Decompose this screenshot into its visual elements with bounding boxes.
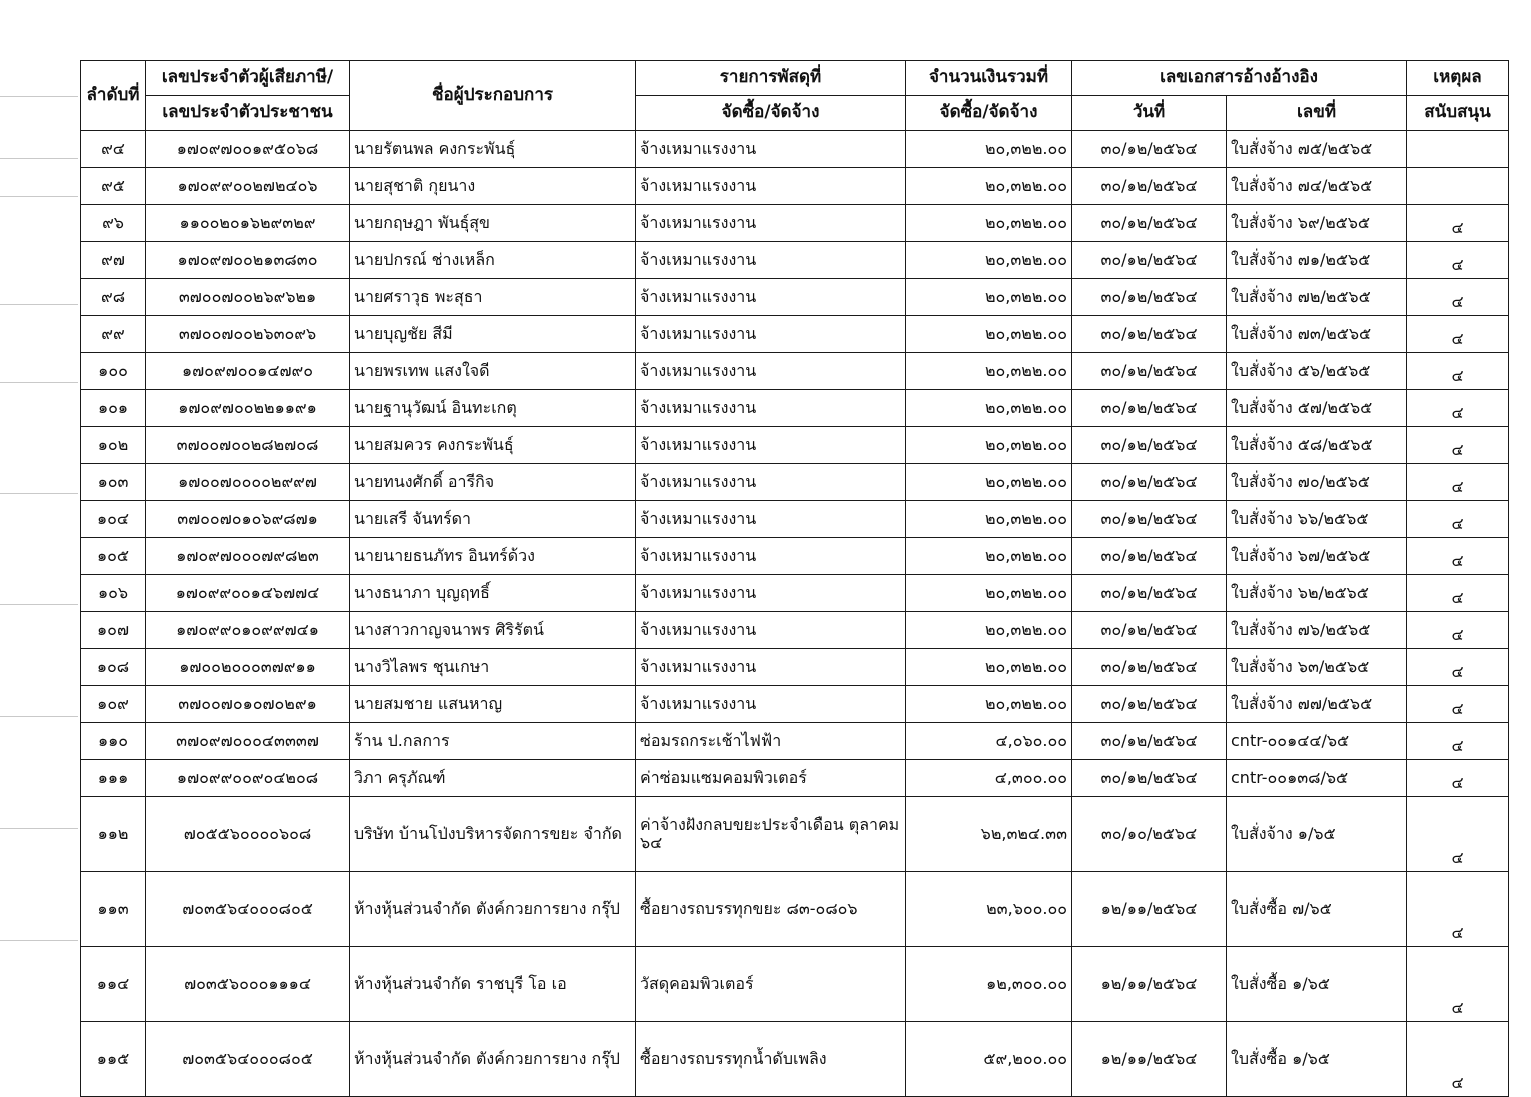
header-row-2 xyxy=(81,96,1509,131)
table-row xyxy=(81,279,1509,316)
cell-tax-id: ๑๗๐๙๗๐๐๑๔๗๙๐ xyxy=(146,353,350,390)
cell-seq: ๑๐๒ xyxy=(81,427,146,464)
cell-tax-id: ๓๗๐๙๗๐๐๐๔๓๓๓๗ xyxy=(146,723,350,760)
cell-ref-no: ใบสั่งซื้อ ๑/๖๕ xyxy=(1227,947,1407,1022)
cell-amount: ๖๒,๓๒๔.๓๓ xyxy=(906,797,1072,872)
cell-ref-no: ใบสั่งจ้าง ๖๗/๒๕๖๕ xyxy=(1227,538,1407,575)
cell-vendor: นายสมชาย แสนหาญ xyxy=(350,686,636,723)
cell-reason: ๔ xyxy=(1407,353,1509,390)
cell-item: จ้างเหมาแรงงาน xyxy=(636,501,906,538)
cell-tax-id: ๓๗๐๐๗๐๑๐๗๐๒๙๑ xyxy=(146,686,350,723)
cell-vendor: นายเสรี จันทร์ดา xyxy=(350,501,636,538)
cell-item: ซื้อยางรถบรรทุกขยะ ๘๓-๐๘๐๖ xyxy=(636,872,906,947)
cell-seq: ๑๐๖ xyxy=(81,575,146,612)
cell-reason: ๔ xyxy=(1407,872,1509,947)
cell-item: ค่าซ่อมแซมคอมพิวเตอร์ xyxy=(636,760,906,797)
cell-reason: ๔ xyxy=(1407,501,1509,538)
cell-ref-date: ๓๐/๑๒/๒๕๖๔ xyxy=(1072,168,1227,205)
cell-vendor: นายทนงศักดิ์ อารีกิจ xyxy=(350,464,636,501)
table-row xyxy=(81,1022,1509,1097)
cell-reason: ๔ xyxy=(1407,316,1509,353)
cell-ref-date: ๓๐/๑๒/๒๕๖๔ xyxy=(1072,464,1227,501)
header-vendor: ชื่อผู้ประกอบการ xyxy=(350,61,636,131)
cell-amount: ๕๙,๒๐๐.๐๐ xyxy=(906,1022,1072,1097)
cell-amount: ๒๐,๓๒๒.๐๐ xyxy=(906,353,1072,390)
cell-tax-id: ๑๗๐๙๙๐๐๙๐๔๒๐๘ xyxy=(146,760,350,797)
cell-seq: ๙๘ xyxy=(81,279,146,316)
cell-seq: ๑๐๙ xyxy=(81,686,146,723)
cell-tax-id: ๑๗๐๙๙๐๑๐๙๙๗๔๑ xyxy=(146,612,350,649)
header-seq: ลำดับที่ xyxy=(81,61,146,131)
cell-reason: ๔ xyxy=(1407,390,1509,427)
cell-amount: ๒๐,๓๒๒.๐๐ xyxy=(906,427,1072,464)
cell-reason: ๔ xyxy=(1407,242,1509,279)
cell-reason: ๔ xyxy=(1407,649,1509,686)
cell-ref-date: ๓๐/๑๒/๒๕๖๔ xyxy=(1072,760,1227,797)
cell-item: ซื้อยางรถบรรทุกน้ำดับเพลิง xyxy=(636,1022,906,1097)
cell-item: วัสดุคอมพิวเตอร์ xyxy=(636,947,906,1022)
table-row xyxy=(81,390,1509,427)
cell-vendor: ห้างหุ้นส่วนจำกัด ตังค์กวยการยาง กรุ๊ป xyxy=(350,872,636,947)
cell-vendor: นางสาวกาญจนาพร ศิริรัตน์ xyxy=(350,612,636,649)
cell-item: จ้างเหมาแรงงาน xyxy=(636,649,906,686)
cell-seq: ๑๐๗ xyxy=(81,612,146,649)
cell-vendor: นายปกรณ์ ช่างเหล็ก xyxy=(350,242,636,279)
cell-ref-date: ๓๐/๑๒/๒๕๖๔ xyxy=(1072,686,1227,723)
procurement-sheet xyxy=(80,60,1508,1097)
cell-ref-no: ใบสั่งจ้าง ๗๔/๒๕๖๕ xyxy=(1227,168,1407,205)
cell-tax-id: ๗๐๓๕๖๐๐๐๑๑๑๔ xyxy=(146,947,350,1022)
cell-ref-no: ใบสั่งจ้าง ๗๐/๒๕๖๕ xyxy=(1227,464,1407,501)
cell-vendor: นายพรเทพ แสงใจดี xyxy=(350,353,636,390)
cell-seq: ๙๖ xyxy=(81,205,146,242)
cell-amount: ๒๐,๓๒๒.๐๐ xyxy=(906,390,1072,427)
cell-seq: ๑๑๑ xyxy=(81,760,146,797)
cell-ref-date: ๑๒/๑๑/๒๕๖๔ xyxy=(1072,872,1227,947)
cell-reason: ๔ xyxy=(1407,797,1509,872)
cell-ref-no: ใบสั่งจ้าง ๖๒/๒๕๖๕ xyxy=(1227,575,1407,612)
cell-item: จ้างเหมาแรงงาน xyxy=(636,279,906,316)
cell-seq: ๑๑๒ xyxy=(81,797,146,872)
cell-seq: ๑๐๕ xyxy=(81,538,146,575)
table-row xyxy=(81,575,1509,612)
cell-amount: ๒๐,๓๒๒.๐๐ xyxy=(906,131,1072,168)
table-header xyxy=(81,61,1509,131)
table-row xyxy=(81,242,1509,279)
cell-amount: ๒๐,๓๒๒.๐๐ xyxy=(906,575,1072,612)
cell-tax-id: ๗๐๕๕๖๐๐๐๐๖๐๘ xyxy=(146,797,350,872)
cell-item: จ้างเหมาแรงงาน xyxy=(636,353,906,390)
cell-seq: ๑๑๕ xyxy=(81,1022,146,1097)
table-row xyxy=(81,649,1509,686)
cell-seq: ๑๐๔ xyxy=(81,501,146,538)
cell-ref-date: ๑๒/๑๑/๒๕๖๔ xyxy=(1072,947,1227,1022)
cell-ref-no: ใบสั่งจ้าง ๖๙/๒๕๖๕ xyxy=(1227,205,1407,242)
cell-ref-no: ใบสั่งจ้าง ๗๓/๒๕๖๕ xyxy=(1227,316,1407,353)
cell-ref-no: ใบสั่งจ้าง ๗๕/๒๕๖๕ xyxy=(1227,131,1407,168)
cell-ref-date: ๓๐/๑๒/๒๕๖๔ xyxy=(1072,316,1227,353)
cell-ref-no: ใบสั่งจ้าง ๖๖/๒๕๖๕ xyxy=(1227,501,1407,538)
cell-amount: ๒๐,๓๒๒.๐๐ xyxy=(906,649,1072,686)
cell-reason: ๔ xyxy=(1407,612,1509,649)
cell-ref-date: ๑๒/๑๑/๒๕๖๔ xyxy=(1072,1022,1227,1097)
cell-seq: ๑๐๑ xyxy=(81,390,146,427)
cell-reason: ๔ xyxy=(1407,575,1509,612)
cell-vendor: นายสุชาติ กุยนาง xyxy=(350,168,636,205)
cell-vendor: นายนายธนภัทร อินทร์ด้วง xyxy=(350,538,636,575)
table-row xyxy=(81,872,1509,947)
cell-vendor: นายฐานุวัฒน์ อินทะเกตุ xyxy=(350,390,636,427)
cell-tax-id: ๗๐๓๕๖๔๐๐๐๘๐๕ xyxy=(146,872,350,947)
cell-seq: ๑๐๓ xyxy=(81,464,146,501)
cell-ref-no: ใบสั่งจ้าง ๗๒/๒๕๖๕ xyxy=(1227,279,1407,316)
cell-amount: ๔,๓๐๐.๐๐ xyxy=(906,760,1072,797)
cell-tax-id: ๓๗๐๐๗๐๑๐๖๙๘๗๑ xyxy=(146,501,350,538)
cell-reason: ๔ xyxy=(1407,760,1509,797)
cell-tax-id: ๑๗๐๙๙๐๐๒๗๒๔๐๖ xyxy=(146,168,350,205)
cell-tax-id: ๑๗๐๙๗๐๐๒๑๓๘๓๐ xyxy=(146,242,350,279)
cell-item: จ้างเหมาแรงงาน xyxy=(636,242,906,279)
cell-seq: ๙๕ xyxy=(81,168,146,205)
header-reason-line1: เหตุผล xyxy=(1407,61,1509,96)
cell-reason xyxy=(1407,131,1509,168)
cell-vendor: นายรัตนพล คงกระพันธุ์ xyxy=(350,131,636,168)
cell-ref-date: ๓๐/๑๒/๒๕๖๔ xyxy=(1072,279,1227,316)
cell-amount: ๒๐,๓๒๒.๐๐ xyxy=(906,464,1072,501)
cell-amount: ๒๐,๓๒๒.๐๐ xyxy=(906,501,1072,538)
cell-item: จ้างเหมาแรงงาน xyxy=(636,316,906,353)
cell-amount: ๒๐,๓๒๒.๐๐ xyxy=(906,316,1072,353)
cell-reason: ๔ xyxy=(1407,723,1509,760)
cell-reason xyxy=(1407,168,1509,205)
cell-reason: ๔ xyxy=(1407,427,1509,464)
table-row xyxy=(81,464,1509,501)
cell-seq: ๑๐๐ xyxy=(81,353,146,390)
table-row xyxy=(81,316,1509,353)
cell-vendor: นายศราวุธ พะสุธา xyxy=(350,279,636,316)
header-tax-id-line1: เลขประจำตัวผู้เสียภาษี/ xyxy=(146,61,350,96)
cell-amount: ๒๐,๓๒๒.๐๐ xyxy=(906,242,1072,279)
cell-ref-date: ๓๐/๑๐/๒๕๖๔ xyxy=(1072,797,1227,872)
cell-seq: ๙๔ xyxy=(81,131,146,168)
cell-tax-id: ๑๑๐๐๒๐๑๖๒๙๓๒๙ xyxy=(146,205,350,242)
table-row xyxy=(81,538,1509,575)
header-amount-line2: จัดซื้อ/จัดจ้าง xyxy=(906,96,1072,131)
cell-item: จ้างเหมาแรงงาน xyxy=(636,427,906,464)
cell-tax-id: ๑๗๐๙๗๐๐๐๗๙๘๒๓ xyxy=(146,538,350,575)
cell-vendor: นางวิไลพร ชุนเกษา xyxy=(350,649,636,686)
cell-amount: ๑๒,๓๐๐.๐๐ xyxy=(906,947,1072,1022)
header-amount-line1: จำนวนเงินรวมที่ xyxy=(906,61,1072,96)
cell-ref-no: ใบสั่งจ้าง ๕๖/๒๕๖๕ xyxy=(1227,353,1407,390)
cell-ref-no: cntr-๐๐๑๔๔/๖๕ xyxy=(1227,723,1407,760)
table-row xyxy=(81,205,1509,242)
cell-item: ค่าจ้างฝังกลบขยะประจำเดือน ตุลาคม ๖๔ xyxy=(636,797,906,872)
cell-ref-no: ใบสั่งจ้าง ๑/๖๕ xyxy=(1227,797,1407,872)
cell-amount: ๒๐,๓๒๒.๐๐ xyxy=(906,612,1072,649)
table-row xyxy=(81,168,1509,205)
cell-ref-no: ใบสั่งซื้อ ๑/๖๕ xyxy=(1227,1022,1407,1097)
table-row xyxy=(81,686,1509,723)
header-item-line1: รายการพัสดุที่ xyxy=(636,61,906,96)
cell-ref-date: ๓๐/๑๒/๒๕๖๔ xyxy=(1072,538,1227,575)
header-reason-line2: สนับสนุน xyxy=(1407,96,1509,131)
cell-amount: ๒๓,๖๐๐.๐๐ xyxy=(906,872,1072,947)
cell-reason: ๔ xyxy=(1407,464,1509,501)
cell-ref-no: ใบสั่งจ้าง ๗๑/๒๕๖๕ xyxy=(1227,242,1407,279)
header-reference-group: เลขเอกสารอ้างอ้างอิง xyxy=(1072,61,1407,96)
header-ref-no: เลขที่ xyxy=(1227,96,1407,131)
cell-tax-id: ๗๐๓๕๖๔๐๐๐๘๐๕ xyxy=(146,1022,350,1097)
cell-reason: ๔ xyxy=(1407,538,1509,575)
table-row xyxy=(81,760,1509,797)
table-body xyxy=(81,131,1509,1097)
cell-tax-id: ๓๗๐๐๗๐๐๒๖๙๖๒๑ xyxy=(146,279,350,316)
cell-seq: ๑๐๘ xyxy=(81,649,146,686)
cell-item: จ้างเหมาแรงงาน xyxy=(636,575,906,612)
cell-ref-date: ๓๐/๑๒/๒๕๖๔ xyxy=(1072,575,1227,612)
header-row-1 xyxy=(81,61,1509,96)
cell-ref-date: ๓๐/๑๒/๒๕๖๔ xyxy=(1072,649,1227,686)
cell-tax-id: ๑๗๐๐๒๐๐๐๓๗๙๑๑ xyxy=(146,649,350,686)
table-row xyxy=(81,723,1509,760)
table-row xyxy=(81,131,1509,168)
cell-ref-date: ๓๐/๑๒/๒๕๖๔ xyxy=(1072,242,1227,279)
cell-ref-date: ๓๐/๑๒/๒๕๖๔ xyxy=(1072,723,1227,760)
cell-vendor: นายบุญชัย สีมี xyxy=(350,316,636,353)
cell-ref-no: ใบสั่งจ้าง ๕๘/๒๕๖๕ xyxy=(1227,427,1407,464)
cell-ref-date: ๓๐/๑๒/๒๕๖๔ xyxy=(1072,501,1227,538)
table-row xyxy=(81,501,1509,538)
cell-seq: ๙๙ xyxy=(81,316,146,353)
cell-seq: ๙๗ xyxy=(81,242,146,279)
table-row xyxy=(81,797,1509,872)
cell-vendor: ร้าน ป.กลการ xyxy=(350,723,636,760)
cell-tax-id: ๓๗๐๐๗๐๐๒๖๓๐๙๖ xyxy=(146,316,350,353)
cell-tax-id: ๓๗๐๐๗๐๐๒๘๒๗๐๘ xyxy=(146,427,350,464)
cell-ref-date: ๓๐/๑๒/๒๕๖๔ xyxy=(1072,612,1227,649)
cell-ref-no: ใบสั่งซื้อ ๗/๖๕ xyxy=(1227,872,1407,947)
cell-seq: ๑๑๐ xyxy=(81,723,146,760)
cell-item: จ้างเหมาแรงงาน xyxy=(636,168,906,205)
cell-ref-date: ๓๐/๑๒/๒๕๖๔ xyxy=(1072,353,1227,390)
cell-amount: ๔,๐๖๐.๐๐ xyxy=(906,723,1072,760)
cell-item: จ้างเหมาแรงงาน xyxy=(636,464,906,501)
header-tax-id-line2: เลขประจำตัวประชาชน xyxy=(146,96,350,131)
cell-seq: ๑๑๓ xyxy=(81,872,146,947)
cell-ref-no: ใบสั่งจ้าง ๗๖/๒๕๖๕ xyxy=(1227,612,1407,649)
cell-tax-id: ๑๗๐๙๙๐๐๑๔๖๗๗๔ xyxy=(146,575,350,612)
cell-reason: ๔ xyxy=(1407,947,1509,1022)
cell-amount: ๒๐,๓๒๒.๐๐ xyxy=(906,168,1072,205)
cell-ref-date: ๓๐/๑๒/๒๕๖๔ xyxy=(1072,131,1227,168)
cell-item: จ้างเหมาแรงงาน xyxy=(636,205,906,242)
table-row xyxy=(81,947,1509,1022)
cell-item: จ้างเหมาแรงงาน xyxy=(636,131,906,168)
table-row xyxy=(81,612,1509,649)
cell-item: ซ่อมรถกระเช้าไฟฟ้า xyxy=(636,723,906,760)
cell-ref-date: ๓๐/๑๒/๒๕๖๔ xyxy=(1072,427,1227,464)
header-item-line2: จัดซื้อ/จัดจ้าง xyxy=(636,96,906,131)
cell-ref-no: ใบสั่งจ้าง ๗๗/๒๕๖๕ xyxy=(1227,686,1407,723)
table-row xyxy=(81,427,1509,464)
cell-amount: ๒๐,๓๒๒.๐๐ xyxy=(906,686,1072,723)
cell-vendor: ห้างหุ้นส่วนจำกัด ตังค์กวยการยาง กรุ๊ป xyxy=(350,1022,636,1097)
cell-vendor: วิภา ครุภัณฑ์ xyxy=(350,760,636,797)
cell-vendor: บริษัท บ้านโป่งบริหารจัดการขยะ จำกัด xyxy=(350,797,636,872)
cell-reason: ๔ xyxy=(1407,205,1509,242)
cell-vendor: นางธนาภา บุญฤทธิ์ xyxy=(350,575,636,612)
cell-reason: ๔ xyxy=(1407,279,1509,316)
cell-reason: ๔ xyxy=(1407,1022,1509,1097)
cell-tax-id: ๑๗๐๐๗๐๐๐๐๒๙๙๗ xyxy=(146,464,350,501)
cell-amount: ๒๐,๓๒๒.๐๐ xyxy=(906,205,1072,242)
cell-reason: ๔ xyxy=(1407,686,1509,723)
cell-ref-no: cntr-๐๐๑๓๘/๖๕ xyxy=(1227,760,1407,797)
cell-ref-date: ๓๐/๑๒/๒๕๖๔ xyxy=(1072,205,1227,242)
cell-ref-no: ใบสั่งจ้าง ๖๓/๒๕๖๕ xyxy=(1227,649,1407,686)
cell-item: จ้างเหมาแรงงาน xyxy=(636,612,906,649)
cell-item: จ้างเหมาแรงงาน xyxy=(636,390,906,427)
cell-seq: ๑๑๔ xyxy=(81,947,146,1022)
cell-ref-no: ใบสั่งจ้าง ๕๗/๒๕๖๕ xyxy=(1227,390,1407,427)
cell-vendor: นายกฤษฎา พันธุ์สุข xyxy=(350,205,636,242)
header-ref-date: วันที่ xyxy=(1072,96,1227,131)
cell-vendor: นายสมควร คงกระพันธุ์ xyxy=(350,427,636,464)
cell-tax-id: ๑๗๐๙๗๐๐๑๙๕๐๖๘ xyxy=(146,131,350,168)
cell-ref-date: ๓๐/๑๒/๒๕๖๔ xyxy=(1072,390,1227,427)
cell-tax-id: ๑๗๐๙๗๐๐๒๒๑๑๙๑ xyxy=(146,390,350,427)
procurement-table xyxy=(80,60,1509,1097)
table-row xyxy=(81,353,1509,390)
cell-amount: ๒๐,๓๒๒.๐๐ xyxy=(906,279,1072,316)
cell-amount: ๒๐,๓๒๒.๐๐ xyxy=(906,538,1072,575)
cell-vendor: ห้างหุ้นส่วนจำกัด ราชบุรี โอ เอ xyxy=(350,947,636,1022)
cell-item: จ้างเหมาแรงงาน xyxy=(636,686,906,723)
cell-item: จ้างเหมาแรงงาน xyxy=(636,538,906,575)
